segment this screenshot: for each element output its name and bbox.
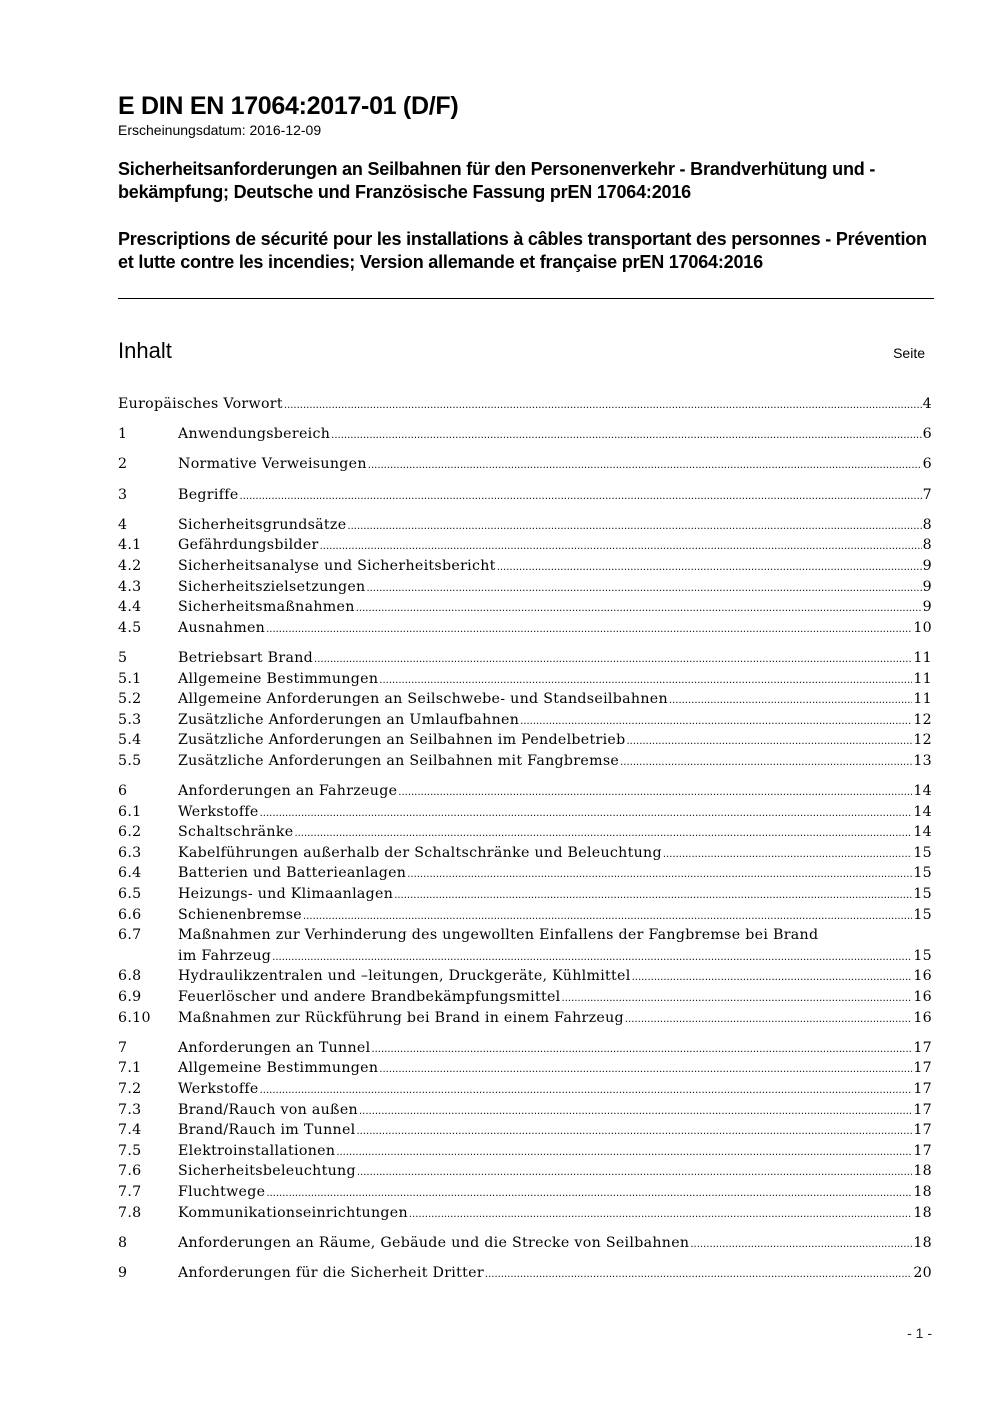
toc-leader (371, 1040, 912, 1061)
title-divider (118, 298, 934, 299)
toc-entry-page: 6 (922, 426, 932, 443)
toc-entry-number: 7.3 (118, 1101, 142, 1118)
toc-leader (379, 1060, 912, 1081)
toc-entry-page: 18 (913, 1234, 932, 1251)
toc-leader (625, 1010, 912, 1031)
toc-entry-label: Fluchtwege (178, 1183, 266, 1200)
toc-entry-number: 7.1 (118, 1060, 142, 1077)
toc-leader (314, 650, 912, 671)
toc-entry-number: 7.6 (118, 1163, 142, 1180)
toc-entry-label: Anforderungen an Tunnel (178, 1039, 371, 1056)
toc-leader (626, 732, 912, 753)
toc-entry[interactable] (118, 485, 932, 506)
toc-entry-label: Europäisches Vorwort (118, 396, 283, 412)
toc-entry-number: 5.5 (118, 752, 142, 769)
publication-date: Erscheinungsdatum: 2016-12-09 (118, 122, 322, 138)
toc-entry-page: 15 (913, 906, 932, 923)
toc-entry-number: 7.8 (118, 1204, 142, 1221)
toc-entry-label: Allgemeine Bestimmungen (178, 1060, 379, 1077)
toc-entry-continuation[interactable] (118, 946, 932, 967)
toc-entry-label-continued: im Fahrzeug (178, 947, 272, 964)
toc-entry-number: 4.4 (118, 599, 142, 616)
toc-entry[interactable] (118, 1079, 932, 1100)
toc-entry-label: Brand/Rauch von außen (178, 1101, 358, 1118)
toc-leader (359, 1102, 912, 1123)
toc-entry[interactable] (118, 618, 932, 639)
toc-entry-number: 6.1 (118, 803, 142, 820)
toc-entry[interactable] (118, 597, 932, 618)
toc-entry-number: 4.2 (118, 557, 142, 574)
toc-entry[interactable] (118, 710, 932, 731)
toc-entry-page: 7 (922, 486, 932, 503)
toc-entry-page: 15 (913, 865, 932, 882)
toc-entry-number: 5.3 (118, 711, 142, 728)
toc-entry-page: 17 (913, 1080, 932, 1097)
toc-entry-number: 1 (118, 426, 128, 443)
toc-entry-number: 7.5 (118, 1142, 142, 1159)
toc-entry-label: Werkstoffe (178, 803, 259, 820)
toc-leader (663, 845, 912, 866)
toc-leader (272, 948, 912, 969)
toc-entry-label: Zusätzliche Anforderungen an Umlaufbahnen (178, 711, 520, 728)
toc-entry-label: Werkstoffe (178, 1080, 259, 1097)
toc-entry-number: 5.4 (118, 732, 142, 749)
toc-entry[interactable] (118, 905, 932, 926)
toc-entry-label: Betriebsart Brand (178, 649, 314, 666)
toc-entry[interactable] (118, 966, 932, 987)
toc-entry-label: Sicherheitsanalyse und Sicherheitsbericht (178, 557, 496, 574)
toc-entry-number: 7.2 (118, 1080, 142, 1097)
toc-entry-page: 17 (913, 1142, 932, 1159)
toc-entry-page: 13 (913, 752, 932, 769)
toc-leader (366, 579, 921, 600)
toc-leader (690, 1235, 912, 1256)
toc-entry-number: 5 (118, 649, 128, 666)
toc-entry-label: Sicherheitsgrundsätze (178, 516, 347, 533)
toc-entry-page: 11 (913, 691, 932, 708)
toc-entry-page: 15 (913, 886, 932, 903)
toc-entry-label: Gefährdungsbilder (178, 537, 319, 554)
toc-entry-number: 2 (118, 456, 128, 473)
toc-entry[interactable] (118, 1182, 932, 1203)
toc-entry[interactable] (118, 556, 932, 577)
toc-entry-page: 16 (913, 989, 932, 1005)
toc-entry-page: 8 (922, 516, 932, 533)
toc-leader (520, 712, 912, 733)
toc-entry[interactable] (118, 424, 932, 445)
toc-leader (379, 671, 912, 692)
toc-entry-label: Allgemeine Bestimmungen (178, 670, 379, 687)
toc-leader (632, 968, 913, 989)
toc-entry[interactable] (118, 1038, 932, 1059)
toc-entry-page: 12 (913, 732, 932, 749)
toc-entry[interactable] (118, 1161, 932, 1182)
toc-leader (407, 865, 912, 886)
toc-entry[interactable] (118, 925, 932, 946)
toc-entry-label: Sicherheitsbeleuchtung (178, 1163, 356, 1180)
toc-entry-number: 7 (118, 1039, 128, 1056)
toc-entry-label: Schienenbremse (178, 906, 302, 923)
toc-entry-label: Batterien und Batterieanlagen (178, 865, 407, 882)
toc-entry-label: Brand/Rauch im Tunnel (178, 1122, 356, 1139)
toc-entry-number: 6.3 (118, 844, 142, 861)
toc-entry-page: 17 (913, 1039, 932, 1056)
toc-entry-number: 7.7 (118, 1183, 142, 1200)
toc-leader (368, 456, 922, 477)
toc-entry-page: 16 (913, 1009, 932, 1026)
toc-leader (409, 1205, 912, 1226)
toc-entry[interactable] (118, 1120, 932, 1141)
toc-entry[interactable] (118, 454, 932, 475)
toc-leader (347, 517, 921, 538)
toc-entry-number: 4.1 (118, 537, 142, 554)
toc-entry-number: 4 (118, 516, 128, 533)
toc-entry[interactable] (118, 802, 932, 823)
toc-entry[interactable] (118, 1141, 932, 1162)
toc-leader (620, 753, 912, 774)
toc-entry[interactable] (118, 1233, 932, 1254)
toc-leader (356, 1122, 912, 1143)
toc-entry-label: Heizungs- und Klimaanlagen (178, 886, 394, 903)
toc-entry-page: 11 (913, 670, 932, 687)
toc-entry[interactable] (118, 1203, 932, 1224)
toc-entry[interactable] (118, 751, 932, 772)
toc-leader (294, 824, 912, 845)
toc-entry-label: Anwendungsbereich (178, 426, 331, 443)
title-french: Prescriptions de sécurité pour les installations à câbles transportant des personnes - Prévention et lutte contre les incendies; Version allemande et française prEN 17064:2016 (118, 229, 927, 272)
toc-entry-page: 15 (913, 844, 932, 861)
toc-leader (336, 1143, 912, 1164)
toc-leader (669, 691, 912, 712)
toc-entry-label: Maßnahmen zur Rückführung bei Brand in einem Fahrzeug (178, 1009, 624, 1026)
toc-entry-number: 3 (118, 486, 128, 503)
toc-entry[interactable] (118, 884, 932, 905)
toc-leader (260, 1081, 913, 1102)
page-number: - 1 - (907, 1325, 932, 1341)
toc-entry-number: 9 (118, 1264, 128, 1281)
toc-leader (497, 558, 922, 579)
toc-entry-number: 6.9 (118, 989, 142, 1005)
toc-entry[interactable] (118, 1058, 932, 1079)
toc-entry-label: Feuerlöscher und andere Brandbekämpfungsmittel (178, 989, 561, 1005)
toc-entry-label: Elektroinstallationen (178, 1142, 336, 1159)
toc-entry-page: 17 (913, 1060, 932, 1077)
toc-entry-label: Kabelführungen außerhalb der Schaltschränke und Beleuchtung (178, 844, 662, 861)
toc-entry[interactable] (118, 648, 932, 669)
toc-heading: Inhalt (118, 338, 172, 363)
toc-entry-page: 16 (913, 968, 932, 985)
toc-entry[interactable] (118, 1008, 932, 1029)
toc-entry-page: 18 (913, 1183, 932, 1200)
toc-entry-label: Begriffe (178, 486, 239, 503)
toc-leader (266, 620, 912, 641)
toc-entry-number: 6.6 (118, 906, 142, 923)
toc-entry[interactable] (118, 515, 932, 536)
toc-entry[interactable] (118, 781, 932, 802)
toc-entry-number: 5.2 (118, 691, 142, 708)
toc-entry-label: Anforderungen für die Sicherheit Dritter (178, 1264, 484, 1281)
toc-leader (320, 537, 922, 558)
toc-entry-label: Ausnahmen (178, 619, 266, 636)
toc-entry[interactable] (118, 535, 932, 556)
toc-entry-page: 20 (913, 1264, 932, 1281)
toc-entry-label: Sicherheitszielsetzungen (178, 578, 366, 595)
toc-leader (240, 487, 922, 508)
toc-entry-number: 8 (118, 1234, 128, 1251)
toc-entry[interactable] (118, 577, 932, 598)
toc-entry-label: Zusätzliche Anforderungen an Seilbahnen mit Fangbremse (178, 752, 620, 769)
toc-entry[interactable] (118, 669, 932, 690)
toc-entry-number: 6.4 (118, 865, 142, 882)
toc-entry-number: 6.5 (118, 886, 142, 903)
toc-entry-label: Normative Verweisungen (178, 456, 367, 473)
toc-entry[interactable] (118, 863, 932, 884)
toc-leader (394, 886, 912, 907)
toc-entry-page: 17 (913, 1122, 932, 1139)
toc-entry-label: Schaltschränke (178, 824, 294, 841)
toc-entry-number: 6.7 (118, 927, 142, 944)
toc-entry-label: Maßnahmen zur Verhinderung des ungewollten Einfallens der Fangbremse bei Brand (178, 927, 819, 944)
toc-entry-number: 6.8 (118, 968, 142, 985)
toc-entry-label: Kommunikationseinrichtungen (178, 1204, 408, 1221)
toc-leader (260, 804, 913, 825)
toc-entry-page: 18 (913, 1163, 932, 1180)
toc-entry[interactable] (118, 730, 932, 751)
toc-leader (398, 783, 912, 804)
toc-entry-page: 12 (913, 711, 932, 728)
toc-entry[interactable] (118, 1263, 932, 1284)
toc-entry-page: 17 (913, 1101, 932, 1118)
toc-entry-page: 15 (913, 947, 932, 964)
page-column-label: Seite (893, 345, 925, 361)
toc-entry-number: 6.2 (118, 824, 142, 841)
toc-entry-page: 14 (913, 783, 932, 800)
toc-entry-page: 6 (922, 456, 932, 473)
toc-entry-page: 10 (913, 619, 932, 636)
toc-entry[interactable] (118, 822, 932, 843)
toc-entry-number: 6.10 (118, 1009, 151, 1026)
table-of-contents (118, 394, 932, 1284)
toc-entry-page: 11 (913, 649, 932, 666)
toc-entry-number: 5.1 (118, 670, 142, 687)
toc-leader (485, 1265, 912, 1286)
toc-entry-page: 8 (922, 537, 932, 554)
toc-leader (356, 599, 922, 620)
toc-entry-page: 18 (913, 1204, 932, 1221)
toc-entry-label: Allgemeine Anforderungen an Seilschwebe- und Standseilbahnen (178, 691, 668, 708)
toc-entry-page: 14 (913, 824, 932, 841)
toc-leader (331, 426, 922, 447)
toc-entry-page: 9 (922, 599, 932, 616)
toc-entry-page: 14 (913, 803, 932, 820)
toc-leader (266, 1184, 912, 1205)
toc-entry-label: Zusätzliche Anforderungen an Seilbahnen im Pendelbetrieb (178, 732, 626, 749)
toc-leader (357, 1163, 912, 1184)
toc-entry[interactable] (118, 1100, 932, 1121)
toc-entry-number: 7.4 (118, 1122, 142, 1139)
toc-entry-label: Anforderungen an Fahrzeuge (178, 783, 398, 800)
toc-leader (562, 989, 913, 1010)
toc-entry-label: Sicherheitsmaßnahmen (178, 599, 355, 616)
toc-entry-page: 4 (922, 396, 932, 412)
toc-entry-number: 6 (118, 783, 128, 800)
toc-entry[interactable] (118, 689, 932, 710)
toc-entry-page: 9 (922, 578, 932, 595)
toc-leader (284, 396, 922, 417)
toc-entry-label: Hydraulikzentralen und –leitungen, Druckgeräte, Kühlmittel (178, 968, 631, 985)
toc-leader (303, 907, 912, 928)
toc-entry[interactable] (118, 843, 932, 864)
toc-entry-page: 9 (922, 557, 932, 574)
title-german: Sicherheitsanforderungen an Seilbahnen für den Personenverkehr - Brandverhütung und -bekämpfung; Deutsche und Französische Fassung prEN 17064:2016 (118, 159, 876, 202)
toc-entry-label: Anforderungen an Räume, Gebäude und die Strecke von Seilbahnen (178, 1234, 690, 1251)
toc-entry-number: 4.3 (118, 578, 142, 595)
toc-entry[interactable] (118, 394, 932, 415)
document-id: E DIN EN 17064:2017-01 (D/F) (118, 92, 459, 120)
toc-entry-number: 4.5 (118, 619, 142, 636)
toc-entry[interactable] (118, 987, 932, 1008)
